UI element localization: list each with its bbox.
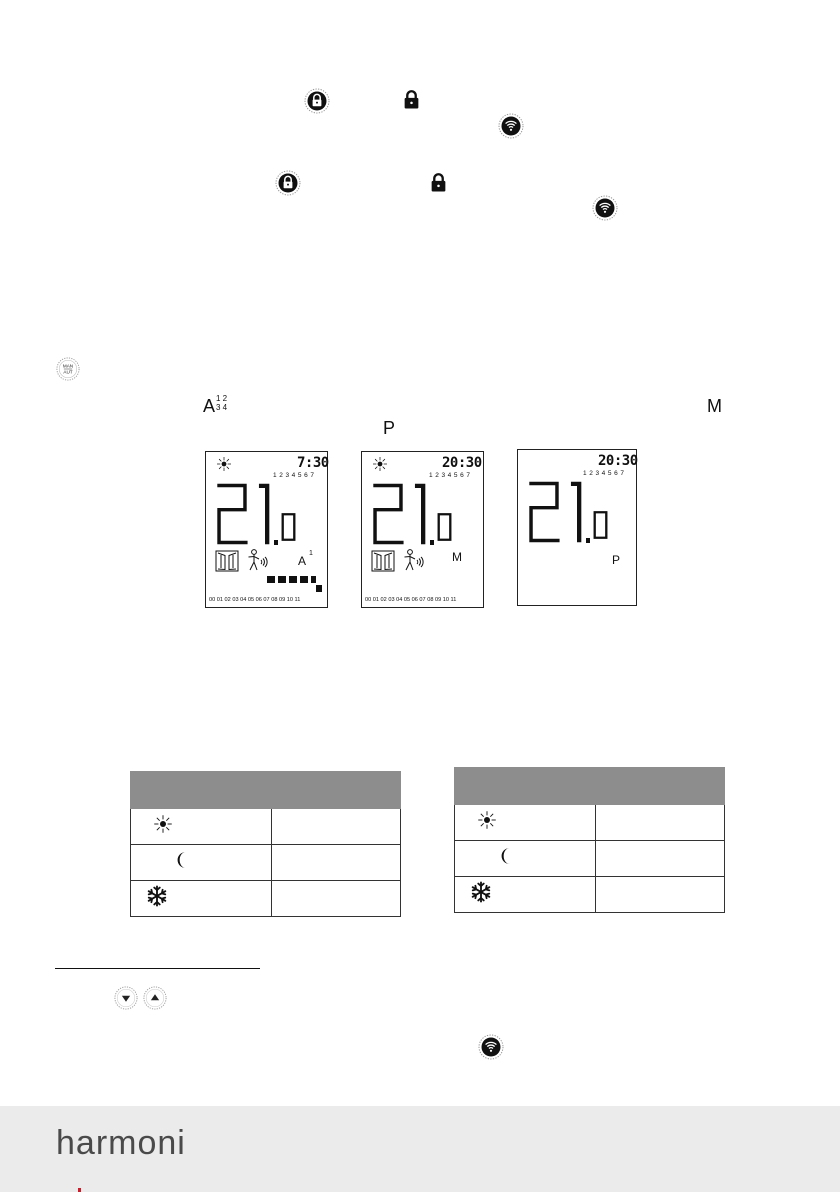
moon-icon: [497, 845, 595, 872]
mode-table-right: [454, 767, 725, 913]
display-days: 1 2 3 4 5 6 7: [583, 470, 625, 477]
lock-icon: [430, 173, 447, 192]
mode-letter-auto-sub: 3 4: [216, 403, 228, 412]
wifi-button-icon[interactable]: [498, 113, 524, 139]
display-time: 20:30: [442, 455, 482, 471]
table-row: [455, 805, 725, 841]
display-mode-sup: 1: [309, 550, 313, 557]
display-hours: 00 01 02 03 04 05 06 07 08 09 10 11: [209, 597, 301, 603]
mode-letter-auto-sup: 1 2: [216, 394, 228, 403]
table-row: [455, 877, 725, 913]
mode-letter-program: P: [383, 418, 396, 438]
sun-icon: [153, 814, 271, 839]
snowflake-icon: [470, 881, 595, 908]
display-mode: A: [298, 554, 307, 568]
sun-icon: [477, 810, 595, 835]
lock-button-icon[interactable]: [304, 88, 330, 114]
mode-letter-manual: M: [707, 396, 722, 416]
snowflake-icon: [146, 885, 271, 912]
moon-icon: [173, 849, 271, 876]
presence-icon: [402, 548, 426, 572]
display-hours: 00 01 02 03 04 05 06 07 08 09 10 11: [365, 597, 457, 603]
display-temperature: [370, 482, 480, 553]
table-row: [131, 845, 401, 881]
brand-logo: harmoni: [56, 1124, 186, 1162]
display-mode: P: [612, 553, 621, 567]
sun-icon: [216, 456, 232, 472]
wifi-button-icon[interactable]: [592, 195, 618, 221]
mode-table-left: [130, 771, 401, 917]
sun-icon: [372, 456, 388, 472]
wifi-button-icon[interactable]: [478, 1034, 504, 1060]
thermostat-display-manual: [361, 451, 484, 608]
display-temperature: [526, 480, 636, 551]
table-header: [131, 772, 272, 809]
table-row: [455, 841, 725, 877]
lock-icon: [403, 90, 420, 109]
thermostat-display-auto: [205, 451, 328, 608]
lock-button-icon[interactable]: [275, 170, 301, 196]
mode-letter-auto: A: [203, 396, 216, 416]
display-days: 1 2 3 4 5 6 7: [273, 472, 315, 479]
window-icon: [371, 550, 395, 572]
display-days: 1 2 3 4 5 6 7: [429, 472, 471, 479]
table-row: [131, 881, 401, 917]
display-temperature: [214, 482, 324, 553]
arrow-up-button-icon[interactable]: [143, 986, 167, 1010]
display-time: 20:30: [598, 453, 638, 469]
display-mode: M: [452, 550, 462, 564]
footnote-divider: [55, 968, 260, 969]
table-row: [131, 809, 401, 845]
arrow-down-button-icon[interactable]: [114, 986, 138, 1010]
table-header: [455, 768, 596, 805]
display-time: 7:30: [297, 455, 329, 471]
presence-icon: [246, 548, 270, 572]
window-icon: [215, 550, 239, 572]
accent-mark: [78, 1188, 81, 1192]
thermostat-display-program: [517, 449, 637, 606]
man-aut-button-icon[interactable]: [56, 357, 80, 381]
